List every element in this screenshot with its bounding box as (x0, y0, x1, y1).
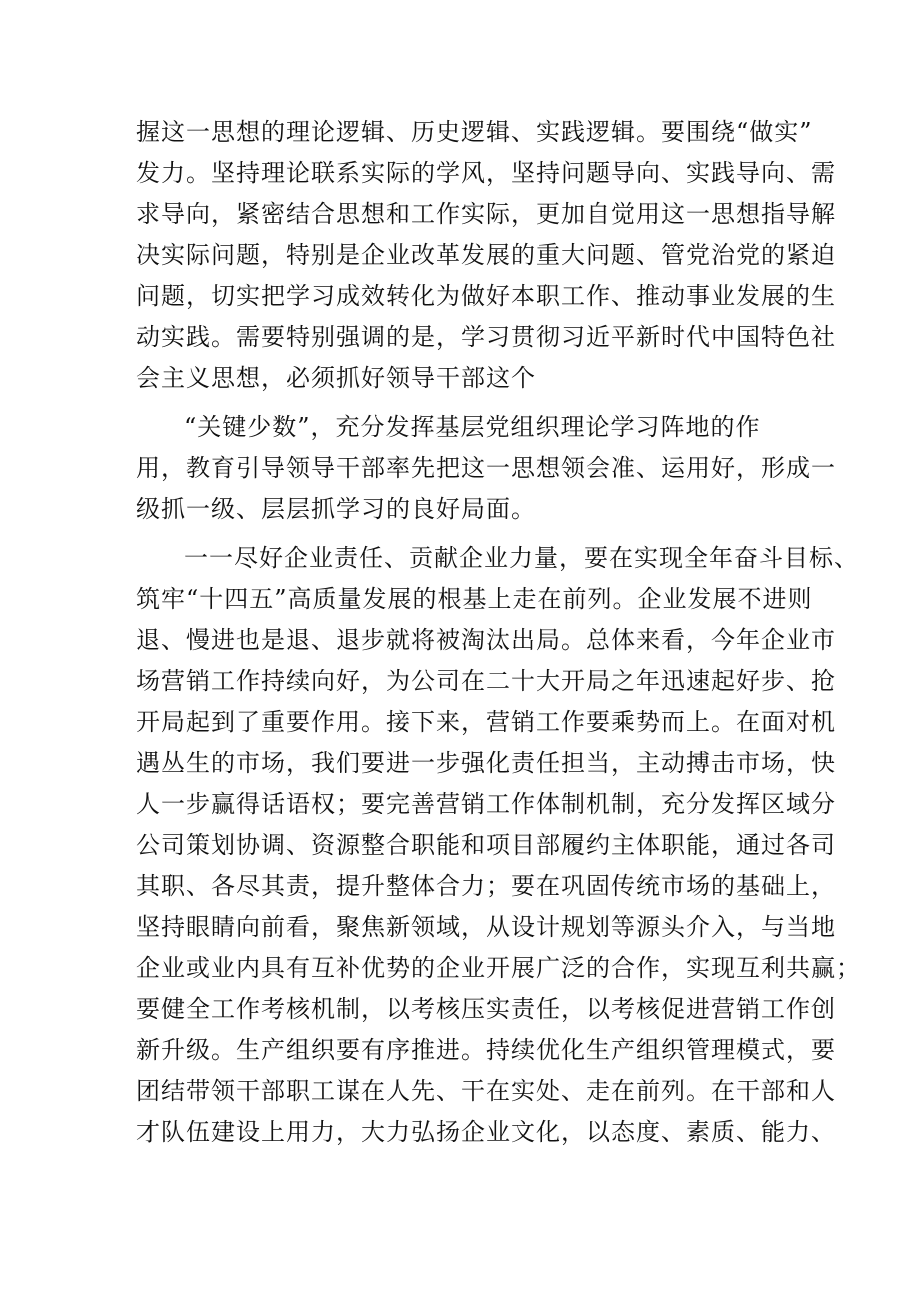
text-line: 动实践。需要特别强调的是，学习贯彻习近平新时代中国特色社 (136, 323, 836, 351)
text-line: 新升级。生产组织要有序推进。持续优化生产组织管理模式，要 (136, 1036, 836, 1064)
text-line: 决实际问题，特别是企业改革发展的重大问题、管党治党的紧迫 (136, 241, 836, 269)
text-line: 团结带领干部职工谋在人先、干在实处、走在前列。在干部和人 (136, 1077, 836, 1105)
text-line: 会主义思想，必须抓好领导干部这个 (136, 364, 536, 392)
text-line: 握这一思想的理论逻辑、历史逻辑、实践逻辑。要围绕“做实” (136, 118, 813, 146)
text-line: 退、慢进也是退、退步就将被淘汰出局。总体来看，今年企业市 (136, 626, 836, 654)
text-line: 场营销工作持续向好，为公司在二十大开局之年迅速起好步、抢 (136, 667, 836, 695)
text-line: 发力。坚持理论联系实际的学风，坚持问题导向、实践导向、需 (136, 159, 836, 187)
text-line: 人一步赢得话语权；要完善营销工作体制机制，充分发挥区域分 (136, 790, 836, 818)
text-line: 公司策划协调、资源整合职能和项目部履约主体职能，通过各司 (136, 831, 836, 859)
text-line: 坚持眼睛向前看，聚焦新领域，从设计规划等源头介入，与当地 (136, 913, 836, 941)
paragraph-start-line: “关键少数”，充分发挥基层党组织理论学习阵地的作 (184, 413, 761, 441)
body-text (136, 112, 861, 1153)
text-line: 问题，切实把学习成效转化为做好本职工作、推动事业发展的生 (136, 282, 836, 310)
text-line: 才队伍建设上用力，大力弘扬企业文化，以态度、素质、能力、 (136, 1118, 836, 1146)
text-line: 其职、各尽其责，提升整体合力；要在巩固传统市场的基础上， (136, 872, 836, 900)
text-line: 级抓一级、层层抓学习的良好局面。 (136, 495, 536, 523)
text-line: 求导向，紧密结合思想和工作实际，更加自觉用这一思想指导解 (136, 200, 836, 228)
text-line: 用，教育引导领导干部率先把这一思想领会准、运用好，形成一 (136, 454, 836, 482)
text-line: 企业或业内具有互补优势的企业开展广泛的合作，实现互利共赢； (136, 954, 861, 982)
text-line: 要健全工作考核机制，以考核压实责任，以考核促进营销工作创 (136, 995, 836, 1023)
text-line: 开局起到了重要作用。接下来，营销工作要乘势而上。在面对机 (136, 708, 836, 736)
paragraph-start-line: 一一尽好企业责任、贡献企业力量，要在实现全年奋斗目标、 (184, 544, 859, 572)
text-line: 筑牢“十四五”高质量发展的根基上走在前列。企业发展不进则 (136, 585, 813, 613)
text-line: 遇丛生的市场，我们要进一步强化责任担当，主动搏击市场，快 (136, 749, 836, 777)
